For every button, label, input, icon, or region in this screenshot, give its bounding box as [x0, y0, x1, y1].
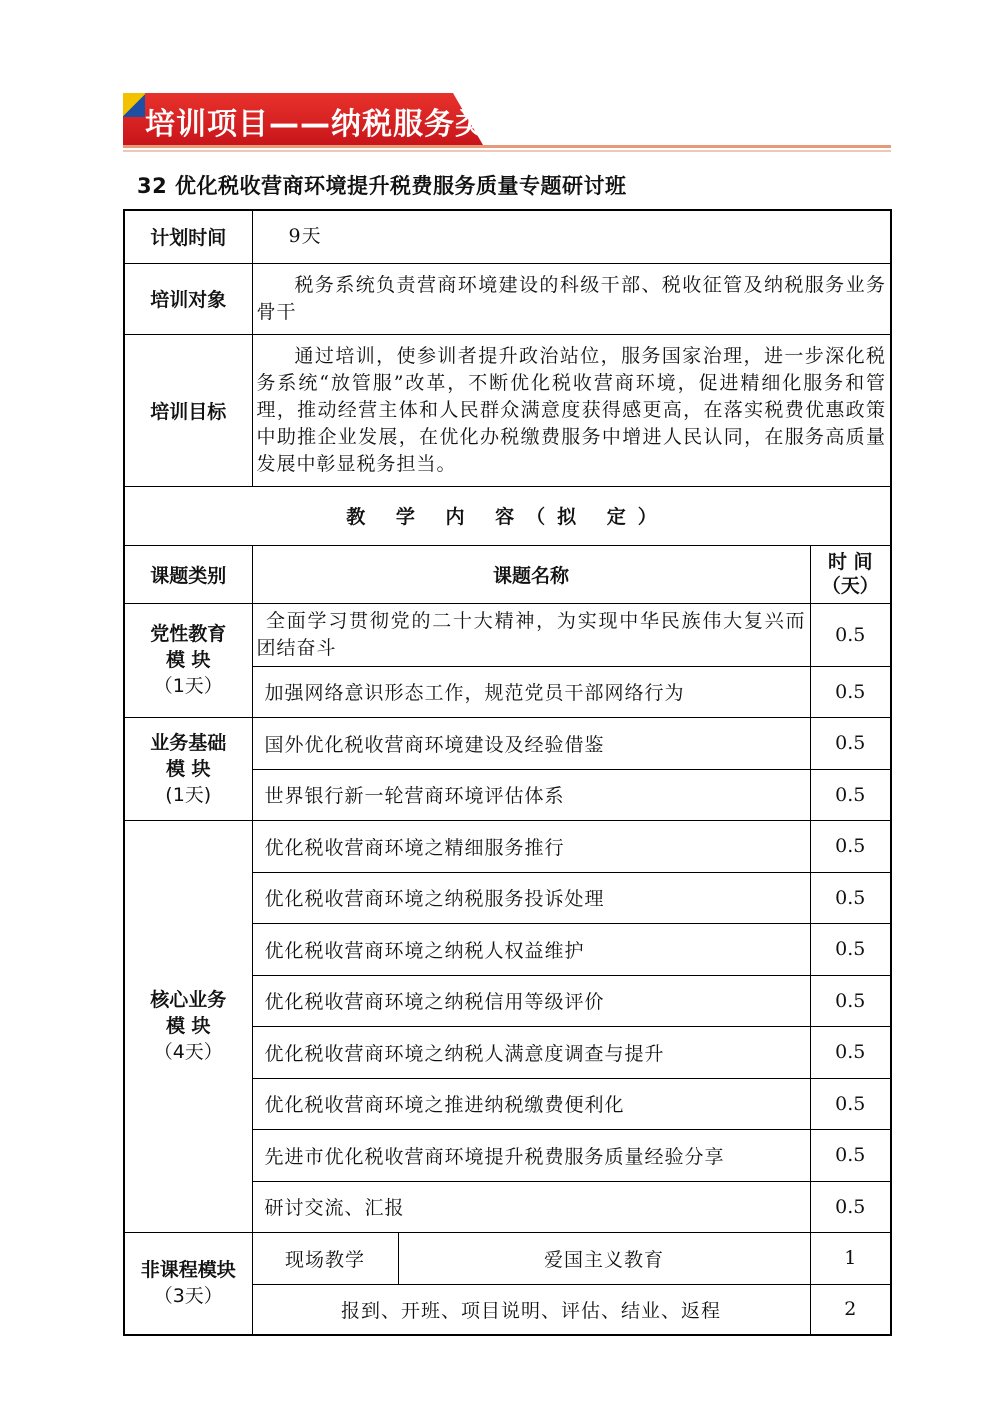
column-time-line1: 时 间	[827, 551, 873, 573]
module-party-name: 党性教育	[150, 623, 227, 645]
topic-title: 优化税收营商环境之精细服务推行	[252, 820, 810, 872]
topic-days: 0.5	[810, 717, 891, 769]
table-row	[124, 603, 891, 666]
table-row	[124, 717, 891, 769]
column-time	[810, 545, 891, 603]
topic-title: 优化税收营商环境之纳税信用等级评价	[252, 975, 810, 1026]
module-noncourse-name: 非课程模块	[140, 1259, 236, 1282]
goal-row	[124, 334, 891, 486]
topic-title: 国外优化税收营商环境建设及经验借鉴	[252, 717, 810, 769]
plan-time-value: 9天	[252, 210, 891, 263]
module-noncourse	[124, 1232, 252, 1335]
plan-time-row	[124, 210, 891, 263]
topic-days: 0.5	[810, 1181, 891, 1232]
activity-title: 报到、开班、项目说明、评估、结业、返程	[252, 1284, 810, 1335]
module-business-suffix: 模 块	[165, 757, 211, 780]
activity-days: 1	[810, 1232, 891, 1284]
banner-divider	[123, 145, 891, 148]
page-title: 32 优化税收营商环境提升税费服务质量专题研讨班	[137, 174, 627, 198]
topic-title: 优化税收营商环境之纳税人权益维护	[252, 923, 810, 975]
activity-title: 爱国主义教育	[398, 1232, 810, 1284]
plan-time-label: 计划时间	[124, 210, 252, 263]
topic-days: 0.5	[810, 666, 891, 717]
module-core-suffix: 模 块	[165, 1015, 211, 1037]
topic-title: 先进市优化税收营商环境提升税费服务质量经验分享	[252, 1129, 810, 1181]
topic-title: 研讨交流、汇报	[252, 1181, 810, 1232]
activity-type: 现场教学	[252, 1232, 398, 1284]
goal-label: 培训目标	[124, 334, 252, 486]
topic-title: 世界银行新一轮营商环境评估体系	[252, 769, 810, 820]
topic-title: 优化税收营商环境之推进纳税缴费便利化	[252, 1078, 810, 1129]
topic-title: 优化税收营商环境之纳税人满意度调查与提升	[252, 1026, 810, 1078]
topic-title: 优化税收营商环境之纳税服务投诉处理	[252, 872, 810, 923]
activity-days: 2	[810, 1284, 891, 1335]
target-label: 培训对象	[124, 263, 252, 334]
column-time-line2: （天）	[821, 575, 879, 597]
table-row	[124, 1232, 891, 1284]
table-row	[124, 820, 891, 872]
topic-days: 0.5	[810, 923, 891, 975]
module-core	[124, 820, 252, 1232]
module-business	[124, 717, 252, 820]
target-row	[124, 263, 891, 334]
banner-title: 培训项目——纳税服务类	[145, 107, 486, 142]
topic-days: 0.5	[810, 1129, 891, 1181]
topic-days: 0.5	[810, 1078, 891, 1129]
topic-days: 0.5	[810, 872, 891, 923]
module-business-days: (1天)	[165, 783, 212, 806]
module-core-days: （4天）	[153, 1041, 223, 1063]
module-noncourse-days: （3天）	[153, 1285, 223, 1308]
topic-days: 0.5	[810, 975, 891, 1026]
column-topic: 课题名称	[252, 545, 810, 603]
goal-value: 通过培训，使参训者提升政治站位，服务国家治理，进一步深化税务系统“放管服”改革，不断优化税收营商环境，促进精细化服务和管理，推动经营主体和人民群众满意度获得感更高，在落实税费优惠政策中助推企业发展，在优化办税缴费服务中增进人民认同，在服务高质量发展中彰显税务担当。	[252, 334, 891, 486]
target-value: 税务系统负责营商环境建设的科级干部、税收征管及纳税服务业务骨干	[252, 263, 891, 334]
topic-days: 0.5	[810, 1026, 891, 1078]
column-header-row	[124, 545, 891, 603]
header-banner	[123, 93, 891, 155]
column-category: 课题类别	[124, 545, 252, 603]
section-row	[124, 486, 891, 545]
topic-title: 全面学习贯彻党的二十大精神，为实现中华民族伟大复兴而团结奋斗	[252, 603, 810, 666]
topic-days: 0.5	[810, 769, 891, 820]
module-party	[124, 603, 252, 717]
module-party-suffix: 模 块	[165, 649, 211, 671]
topic-title: 加强网络意识形态工作，规范党员干部网络行为	[252, 666, 810, 717]
module-party-days: （1天）	[153, 675, 223, 697]
module-core-name: 核心业务	[150, 989, 227, 1011]
topic-days: 0.5	[810, 820, 891, 872]
topic-days: 0.5	[810, 603, 891, 666]
banner-divider-thin	[123, 150, 891, 152]
section-title: 教 学 内 容（拟 定）	[124, 486, 891, 545]
course-table	[123, 209, 892, 1336]
banner-accent-icon	[123, 93, 145, 117]
module-business-name: 业务基础	[150, 731, 227, 754]
